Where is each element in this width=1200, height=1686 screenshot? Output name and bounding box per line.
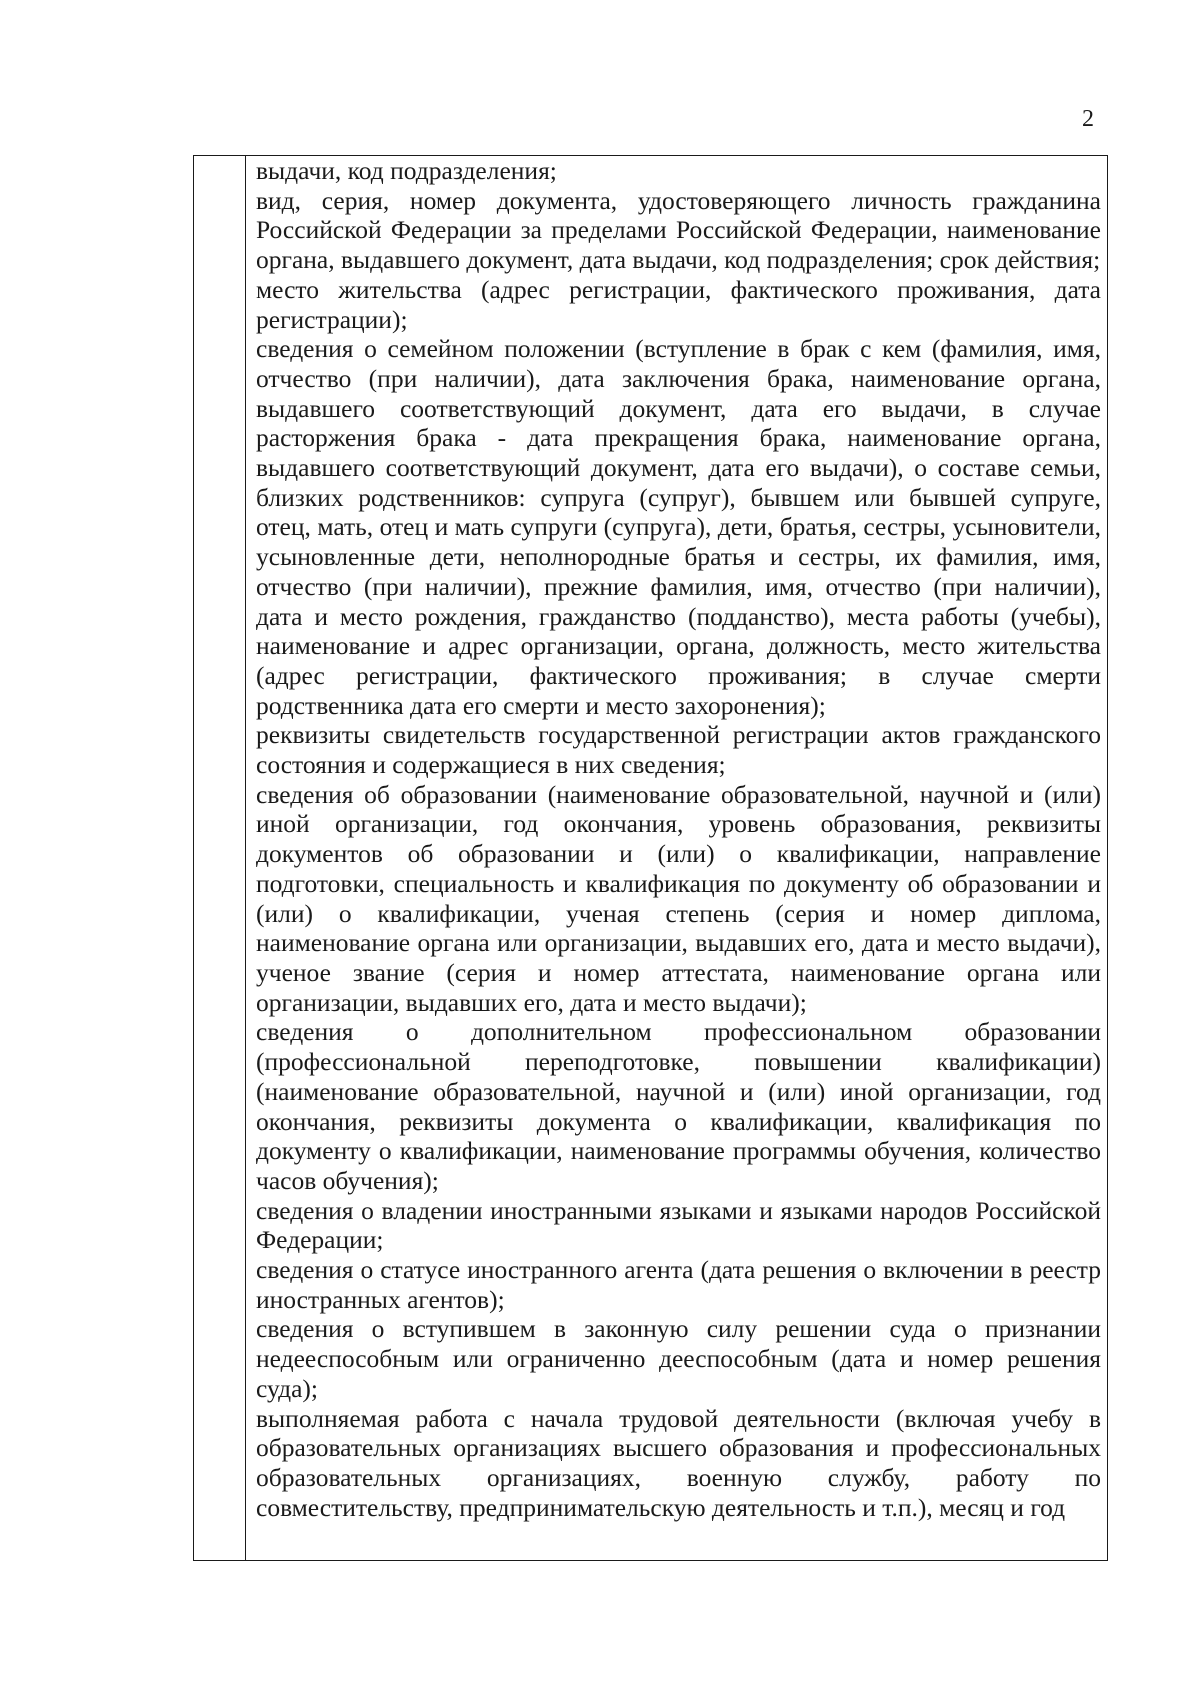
page-number: 2	[1082, 106, 1094, 132]
paragraph-residence: место жительства (адрес регистрации, фактического проживания, дата регистрации);	[256, 274, 1101, 334]
paragraph-foreign-passport: вид, серия, номер документа, удостоверяющего личность гражданина Российской Федерации за пределами Российской Федерации, наименование органа, выдавшего документ, дата выдачи, код подразделения; срок действия;	[256, 185, 1101, 275]
paragraph-civil-registration: реквизиты свидетельств государственной регистрации актов гражданского состояния и содержащиеся в них сведения;	[256, 720, 1101, 780]
paragraph-court-decision: сведения о вступившем в законную силу решении суда о признании недееспособным или ограниченно дееспособным (дата и номер решения суда);	[256, 1314, 1101, 1403]
paragraph-languages: сведения о владении иностранными языками и языками народов Российской Федерации;	[256, 1195, 1101, 1255]
paragraph-marital-status: сведения о семейном положении (вступление в брак с кем (фамилия, имя, отчество (при наличии), дата заключения брака, наименование органа, выдавшего соответствующий документ, дата его выдачи, в случае расторжения брака - дата прекращения брака, наименование органа, выдавшего соответствующий документ, дата его выдачи), о составе семьи, близких родственников: супруга (супруг), бывшем или бывшей супруге, отец, мать, отец и мать супруги (супруга), дети, братья, сестры, усыновители, усыновленные дети, неполнородные братья и сестры, их фамилия, имя, отчество (при наличии), прежние фамилия, имя, отчество (при наличии), дата и место рождения, гражданство (подданство), места работы (учебы), наименование и адрес организации, органа, должность, место жительства (адрес регистрации, фактического проживания; в случае смерти родственника дата его смерти и место захоронения);	[256, 334, 1101, 720]
table-content-cell	[256, 156, 1101, 1522]
paragraph-foreign-agent: сведения о статусе иностранного агента (дата решения о включении в реестр иностранных агентов);	[256, 1255, 1101, 1314]
document-table	[193, 155, 1108, 1561]
paragraph-issue-code: выдачи, код подразделения;	[256, 156, 557, 185]
paragraph-additional-education: сведения о дополнительном профессиональном образовании (профессиональной переподготовке, повышении квалификации) (наименование образовательной, научной и (или) иной организации, год окончания, реквизиты документа о квалификации, квалификация по документу о квалификации, наименование программы обучения, количество часов обучения);	[256, 1017, 1101, 1195]
column-divider	[245, 156, 246, 1560]
paragraph-work-history: выполняемая работа с начала трудовой деятельности (включая учебу в образовательных организациях высшего образования и профессиональных образовательных организациях, военную службу, работу по совместительству, предпринимательскую деятельность и т.п.), месяц и год	[256, 1403, 1101, 1522]
paragraph-education: сведения об образовании (наименование образовательной, научной и (или) иной организации, год окончания, уровень образования, реквизиты документов об образовании и (или) о квалификации, направление подготовки, специальность и квалификация по документу об образовании и (или) о квалификации, ученая степень (серия и номер диплома, наименование органа или организации, выдавших его, дата и место выдачи), ученое звание (серия и номер аттестата, наименование органа или организации, выдавших его, дата и место выдачи);	[256, 779, 1101, 1017]
